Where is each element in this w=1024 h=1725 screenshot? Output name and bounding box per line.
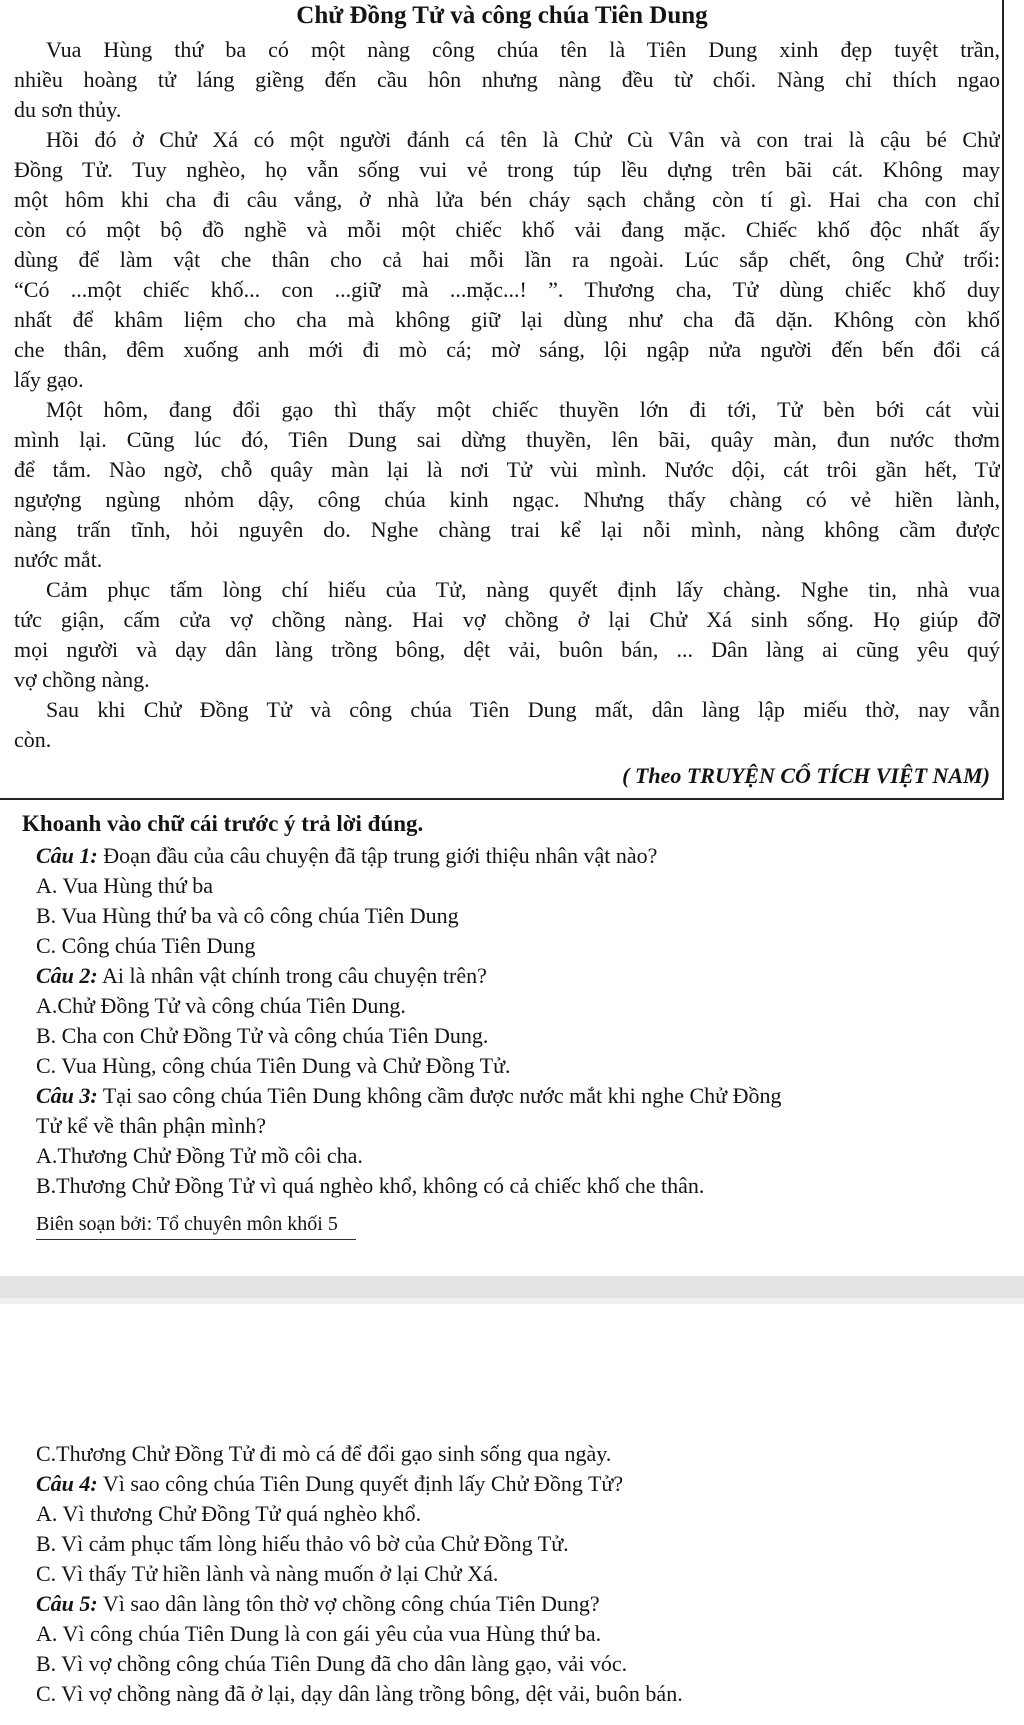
story-line: nàng trấn tĩnh, hỏi nguyên do. Nghe chàng trai kể lại nỗi mình, nàng không cầm được xyxy=(14,517,1000,542)
option: A. Vì thương Chử Đồng Tử quá nghèo khổ. xyxy=(36,1501,422,1526)
page-gap xyxy=(0,1276,1024,1298)
footer-divider xyxy=(36,1239,356,1240)
story-line: nhất để khâm liệm cho cha mà không giữ lại dùng như cha đã dặn. Không còn khố xyxy=(14,307,1000,332)
story-line: nhiều hoàng tử láng giềng đến cầu hôn nhưng nàng đều từ chối. Nàng chỉ thích ngao xyxy=(14,67,1000,92)
question-label: Câu 4: xyxy=(36,1471,98,1496)
option: B. Cha con Chử Đồng Tử và công chúa Tiên Dung. xyxy=(36,1023,489,1048)
story-line: vợ chồng nàng. xyxy=(14,667,150,692)
question-label: Câu 3: xyxy=(36,1083,98,1108)
story-line: để tắm. Nào ngờ, chỗ quây màn lại là nơi Tử vùi mình. Nước dội, cát trôi gần hết, Tử xyxy=(14,457,1000,482)
option: A. Vì công chúa Tiên Dung là con gái yêu của vua Hùng thứ ba. xyxy=(36,1621,602,1646)
story-line: một hôm khi cha đi câu vắng, ở nhà lửa bén cháy sạch chẳng còn tí gì. Hai cha con chỉ xyxy=(14,187,1000,212)
page-two xyxy=(0,1304,1024,1725)
story-line: Đồng Tử. Tuy nghèo, họ vẫn sống vui vẻ trong túp lều dựng trên bãi cát. Không may xyxy=(14,157,1000,182)
question-5 xyxy=(36,1590,1016,1618)
question-label: Câu 1: xyxy=(36,843,98,868)
story-line: lấy gạo. xyxy=(14,367,84,392)
question-label: Câu 2: xyxy=(36,963,98,988)
option: B.Thương Chử Đồng Tử vì quá nghèo khổ, không có cả chiếc khố che thân. xyxy=(36,1173,705,1198)
story-box xyxy=(0,0,1004,800)
question-text: Tại sao công chúa Tiên Dung không cầm được nước mắt khi nghe Chử Đồng xyxy=(97,1083,782,1108)
story-line: Hồi đó ở Chử Xá có một người đánh cá tên là Chử Cù Vân và con trai là cậu bé Chử xyxy=(46,127,1000,152)
question-text: Ai là nhân vật chính trong câu chuyện trên? xyxy=(97,963,487,988)
story-title: Chử Đồng Tử và công chúa Tiên Dung xyxy=(296,2,708,29)
story-line: mình lại. Cũng lúc đó, Tiên Dung sai dừng thuyền, lên bãi, quây màn, đun nước thơm xyxy=(14,427,1000,452)
story-line: che thân, đêm xuống anh mới đi mò cá; mờ sáng, lội ngập nửa người đến bến đổi cá xyxy=(14,337,1000,362)
question-3 xyxy=(36,1082,1006,1110)
story-source: ( Theo TRUYỆN CỔ TÍCH VIỆT NAM) xyxy=(622,763,990,788)
quiz-instruction: Khoanh vào chữ cái trước ý trả lời đúng. xyxy=(22,811,424,836)
question-text: Vì sao công chúa Tiên Dung quyết định lấy Chử Đồng Tử? xyxy=(97,1471,624,1496)
question-text-continued: Tử kể về thân phận mình? xyxy=(36,1113,267,1138)
story-line: còn có một bộ đồ nghề và mỗi một chiếc khố vải đang mặc. Chiếc khố độc nhất ấy xyxy=(14,217,1000,242)
story-line: nước mắt. xyxy=(14,547,103,572)
story-line: tức giận, cấm cửa vợ chồng nàng. Hai vợ chồng ở lại Chử Xá sinh sống. Họ giúp đỡ xyxy=(14,607,1000,632)
option: C. Vì thấy Tử hiền lành và nàng muốn ở lại Chử Xá. xyxy=(36,1561,499,1586)
story-line: “Có ...một chiếc khố... con ...giữ mà ...mặc...! ”. Thương cha, Tử dùng chiếc khố duy xyxy=(14,277,1000,302)
story-line: Cảm phục tấm lòng chí hiếu của Tử, nàng quyết định lấy chàng. Nghe tin, nhà vua xyxy=(46,577,1000,602)
option: B. Vì vợ chồng công chúa Tiên Dung đã cho dân làng gạo, vải vóc. xyxy=(36,1651,628,1676)
story-line: Sau khi Chử Đồng Tử và công chúa Tiên Dung mất, dân làng lập miếu thờ, nay vẫn xyxy=(46,697,1000,722)
option: B. Vì cảm phục tấm lòng hiếu thảo vô bờ của Chử Đồng Tử. xyxy=(36,1531,569,1556)
story-line: ngượng ngùng nhỏm dậy, công chúa kinh ngạc. Nhưng thấy chàng có vẻ hiền lành, xyxy=(14,487,1000,512)
question-4 xyxy=(36,1470,1016,1498)
story-line: Vua Hùng thứ ba có một nàng công chúa tên là Tiên Dung xinh đẹp tuyệt trần, xyxy=(46,37,1000,62)
story-line: Một hôm, đang đổi gạo thì thấy một chiếc thuyền lớn đi tới, Tử bèn bới cát vùi xyxy=(46,397,1000,422)
story-line: dùng để làm vật che thân cho cả hai mỗi lần ra ngoài. Lúc sắp chết, ông Chử trối: xyxy=(14,247,1000,272)
story-line: du sơn thủy. xyxy=(14,97,122,122)
footer-credit: Biên soạn bởi: Tổ chuyên môn khối 5 xyxy=(36,1213,338,1235)
question-1 xyxy=(36,842,1006,870)
question-2 xyxy=(36,962,1006,990)
story-line: mọi người và dạy dân làng trồng bông, dệt vải, buôn bán, ... Dân làng ai cũng yêu quý xyxy=(14,637,1000,662)
question-text: Vì sao dân làng tôn thờ vợ chồng công chúa Tiên Dung? xyxy=(97,1591,600,1616)
option: A.Chử Đồng Tử và công chúa Tiên Dung. xyxy=(36,993,406,1018)
question-text: Đoạn đầu của câu chuyện đã tập trung giới thiệu nhân vật nào? xyxy=(97,843,658,868)
option: C. Vì vợ chồng nàng đã ở lại, dạy dân làng trồng bông, dệt vải, buôn bán. xyxy=(36,1681,683,1706)
option: C. Công chúa Tiên Dung xyxy=(36,933,256,958)
option: B. Vua Hùng thứ ba và cô công chúa Tiên Dung xyxy=(36,903,459,928)
option: C.Thương Chử Đồng Tử đi mò cá để đổi gạo sinh sống qua ngày. xyxy=(36,1441,612,1466)
option: A.Thương Chử Đồng Tử mồ côi cha. xyxy=(36,1143,363,1168)
option: C. Vua Hùng, công chúa Tiên Dung và Chử Đồng Tử. xyxy=(36,1053,511,1078)
option: A. Vua Hùng thứ ba xyxy=(36,873,214,898)
story-line: còn. xyxy=(14,727,52,752)
question-label: Câu 5: xyxy=(36,1591,98,1616)
